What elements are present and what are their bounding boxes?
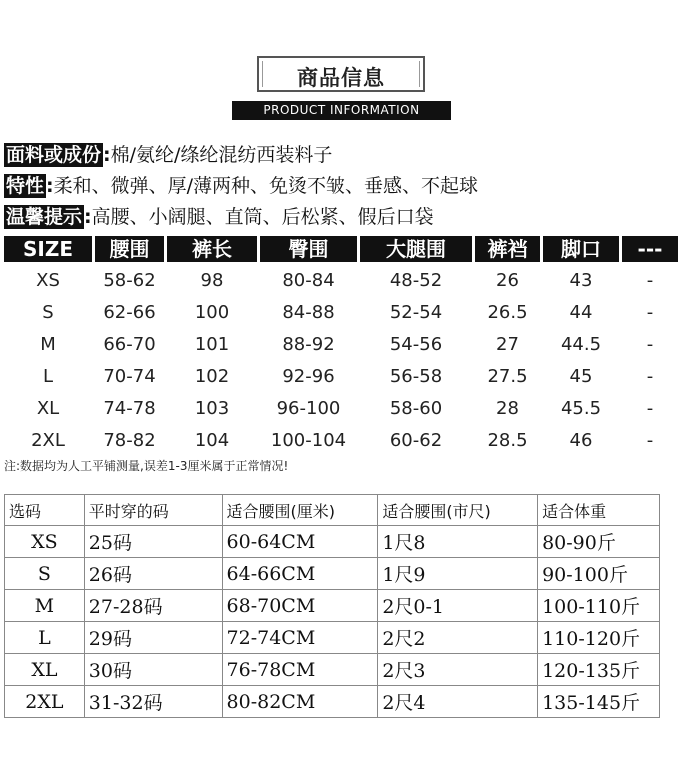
size-header-cell: 裤长 bbox=[167, 236, 257, 262]
size-table-row bbox=[0, 361, 682, 393]
fit-cell: 60-64CM bbox=[222, 526, 378, 558]
fit-cell: XL bbox=[5, 654, 85, 686]
fit-cell: L bbox=[5, 622, 85, 654]
info-colon: : bbox=[103, 144, 111, 166]
size-cell: 58-62 bbox=[103, 270, 156, 291]
size-cell: 100-104 bbox=[270, 430, 347, 451]
info-line-tips bbox=[4, 204, 434, 230]
size-cell: 70-74 bbox=[103, 366, 156, 387]
size-cell: 56-58 bbox=[389, 366, 443, 387]
size-cell: 101 bbox=[194, 334, 230, 355]
fit-cell: 135-145斤 bbox=[538, 686, 660, 718]
fit-cell: M bbox=[5, 590, 85, 622]
measurement-note: 注:数据均为人工平铺测量,误差1-3厘米属于正常情况! bbox=[4, 459, 289, 473]
fit-cell: 2尺0-1 bbox=[378, 590, 538, 622]
size-cell: 66-70 bbox=[103, 334, 156, 355]
fit-cell: 72-74CM bbox=[222, 622, 378, 654]
size-cell: 98 bbox=[200, 270, 224, 291]
info-text: 柔和、微弹、厚/薄两种、免烫不皱、垂感、不起球 bbox=[53, 175, 479, 197]
size-cell: - bbox=[646, 366, 654, 387]
fit-cell: 80-82CM bbox=[222, 686, 378, 718]
size-cell: 78-82 bbox=[103, 430, 156, 451]
size-header-cell: SIZE bbox=[4, 236, 92, 262]
size-cell: 28 bbox=[496, 398, 519, 419]
fit-table-row bbox=[5, 654, 660, 686]
size-cell: - bbox=[646, 430, 654, 451]
size-cell: 104 bbox=[194, 430, 230, 451]
fit-table-header bbox=[5, 495, 660, 526]
fit-cell: 2尺3 bbox=[378, 654, 538, 686]
size-cell: 62-66 bbox=[103, 302, 156, 323]
size-cell: M bbox=[40, 334, 56, 355]
size-header-cell: 大腿围 bbox=[360, 236, 472, 262]
size-header-cell: 裤裆 bbox=[475, 236, 540, 262]
fit-cell: 64-66CM bbox=[222, 558, 378, 590]
fit-cell: 2尺2 bbox=[378, 622, 538, 654]
size-cell: 27.5 bbox=[487, 366, 528, 387]
size-cell: - bbox=[646, 398, 654, 419]
info-text: 高腰、小阔腿、直筒、后松紧、假后口袋 bbox=[91, 206, 434, 228]
fit-cell: 80-90斤 bbox=[538, 526, 660, 558]
fit-cell: 25码 bbox=[84, 526, 222, 558]
fit-table-row bbox=[5, 622, 660, 654]
size-cell: 27 bbox=[496, 334, 519, 355]
size-cell: 44 bbox=[569, 302, 593, 323]
fit-cell: 26码 bbox=[84, 558, 222, 590]
info-line-fabric bbox=[4, 142, 332, 168]
size-cell: 54-56 bbox=[389, 334, 443, 355]
size-header-cell: --- bbox=[622, 236, 678, 262]
size-cell: 80-84 bbox=[282, 270, 335, 291]
size-cell: 48-52 bbox=[389, 270, 443, 291]
size-cell: 26 bbox=[496, 270, 519, 291]
size-cell: 46 bbox=[569, 430, 593, 451]
info-line-features bbox=[4, 173, 478, 199]
fit-cell: 30码 bbox=[84, 654, 222, 686]
size-cell: 103 bbox=[194, 398, 230, 419]
fit-header-cell: 适合体重 bbox=[538, 495, 660, 526]
size-cell: 100 bbox=[194, 302, 230, 323]
size-cell: 96-100 bbox=[276, 398, 341, 419]
size-cell: 43 bbox=[569, 270, 593, 291]
fit-cell: 76-78CM bbox=[222, 654, 378, 686]
fit-cell: 1尺9 bbox=[378, 558, 538, 590]
size-table-header bbox=[0, 236, 682, 262]
size-header-cell: 腰围 bbox=[95, 236, 164, 262]
fit-header-cell: 平时穿的码 bbox=[84, 495, 222, 526]
size-header-cell: 臀围 bbox=[260, 236, 357, 262]
size-cell: 60-62 bbox=[389, 430, 443, 451]
size-cell: 2XL bbox=[31, 430, 65, 451]
size-cell: 88-92 bbox=[282, 334, 335, 355]
fit-header-cell: 适合腰围(市尺) bbox=[378, 495, 538, 526]
size-cell: 52-54 bbox=[389, 302, 443, 323]
size-table-row bbox=[0, 297, 682, 329]
fit-cell: S bbox=[5, 558, 85, 590]
size-cell: XS bbox=[36, 270, 60, 291]
size-cell: - bbox=[646, 334, 654, 355]
size-cell: 28.5 bbox=[487, 430, 528, 451]
fit-cell: 31-32码 bbox=[84, 686, 222, 718]
fit-cell: 120-135斤 bbox=[538, 654, 660, 686]
info-label: 温馨提示 bbox=[6, 206, 83, 228]
size-cell: 44.5 bbox=[560, 334, 602, 355]
info-label: 面料或成份 bbox=[6, 144, 102, 166]
fit-header-cell: 适合腰围(厘米) bbox=[222, 495, 378, 526]
page-title: 商品信息 bbox=[297, 66, 385, 90]
size-cell: 74-78 bbox=[103, 398, 156, 419]
size-table-row bbox=[0, 425, 682, 457]
fit-cell: 29码 bbox=[84, 622, 222, 654]
fit-table-row bbox=[5, 526, 660, 558]
page-subtitle: PRODUCT INFORMATION bbox=[232, 101, 451, 120]
size-cell: - bbox=[646, 302, 654, 323]
fit-table-row bbox=[5, 590, 660, 622]
size-cell: S bbox=[42, 302, 54, 323]
size-table-row bbox=[0, 393, 682, 425]
title-frame bbox=[257, 56, 425, 92]
info-label: 特性 bbox=[6, 175, 45, 197]
fit-cell: 2尺4 bbox=[378, 686, 538, 718]
size-cell: 92-96 bbox=[282, 366, 335, 387]
fit-table-row bbox=[5, 558, 660, 590]
fit-table bbox=[4, 494, 660, 718]
info-colon: : bbox=[84, 206, 92, 228]
size-cell: 84-88 bbox=[282, 302, 335, 323]
fit-table-row bbox=[5, 686, 660, 718]
size-table-row bbox=[0, 265, 682, 297]
fit-cell: 2XL bbox=[5, 686, 85, 718]
size-header-cell: 脚口 bbox=[543, 236, 619, 262]
size-table-row bbox=[0, 329, 682, 361]
size-cell: - bbox=[646, 270, 654, 291]
fit-cell: 1尺8 bbox=[378, 526, 538, 558]
size-cell: 26.5 bbox=[487, 302, 528, 323]
fit-cell: 68-70CM bbox=[222, 590, 378, 622]
fit-cell: XS bbox=[5, 526, 85, 558]
size-cell: XL bbox=[36, 398, 60, 419]
size-cell: 102 bbox=[194, 366, 230, 387]
info-colon: : bbox=[46, 175, 54, 197]
fit-cell: 27-28码 bbox=[84, 590, 222, 622]
fit-header-cell: 选码 bbox=[5, 495, 85, 526]
fit-cell: 90-100斤 bbox=[538, 558, 660, 590]
fit-cell: 110-120斤 bbox=[538, 622, 660, 654]
info-text: 棉/氨纶/绦纶混纺西装料子 bbox=[110, 144, 333, 166]
size-cell: 58-60 bbox=[389, 398, 443, 419]
size-cell: 45 bbox=[569, 366, 593, 387]
size-cell: L bbox=[42, 366, 54, 387]
size-cell: 45.5 bbox=[560, 398, 602, 419]
fit-cell: 100-110斤 bbox=[538, 590, 660, 622]
